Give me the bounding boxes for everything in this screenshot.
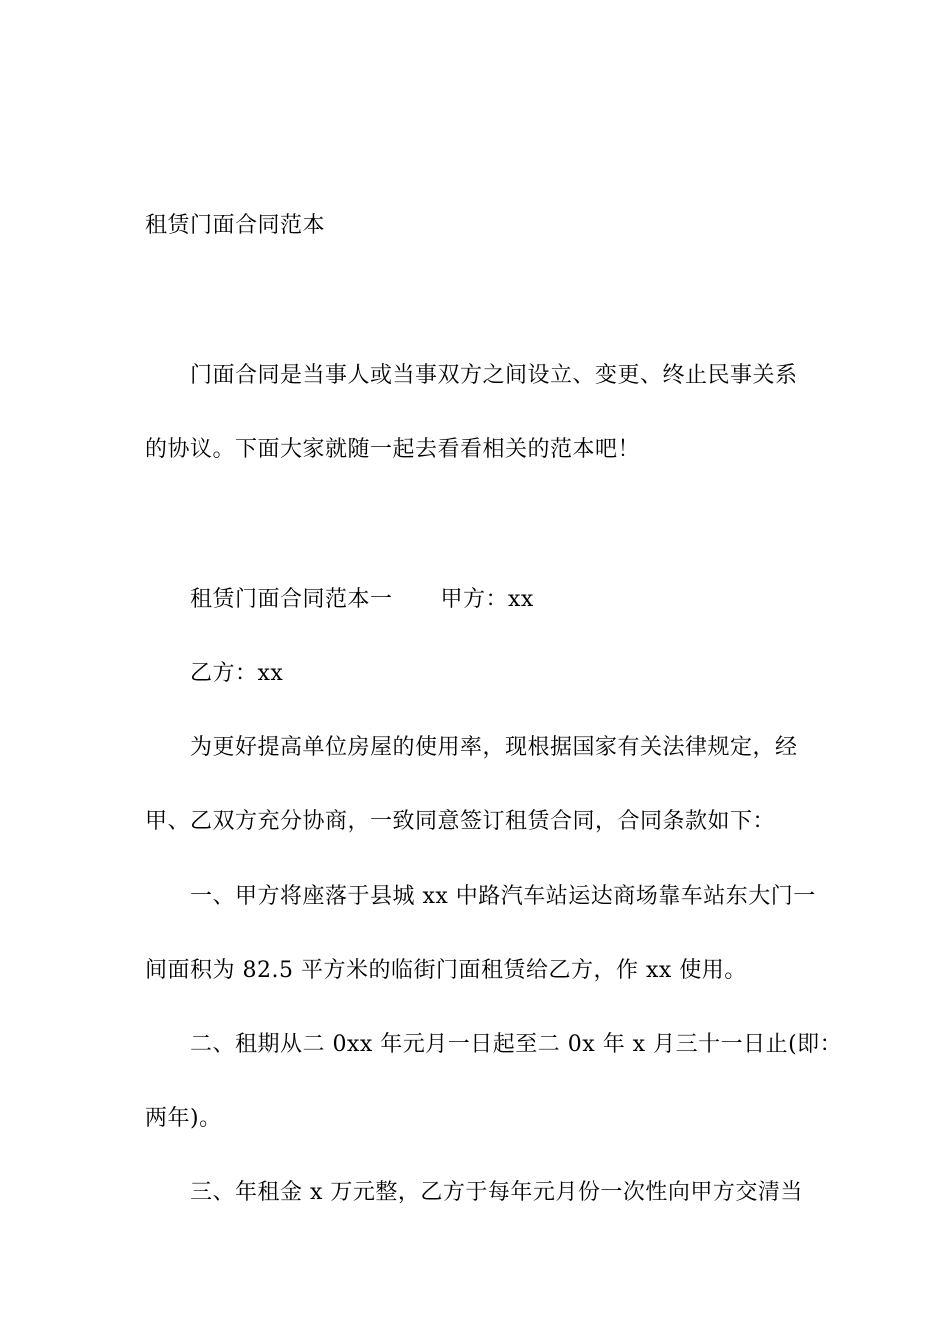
section-heading: 租赁门面合同范本一 [190, 587, 393, 612]
clause-1-line-2: 间面积为 82.5 平方米的临街门面租赁给乙方，作 xx 使用。 [145, 958, 747, 983]
document-title: 租赁门面合同范本 [145, 213, 326, 238]
clause-1-line-1: 一、甲方将座落于县城 xx 中路汽车站运达商场靠车站东大门一 [190, 884, 816, 909]
section-heading-row [190, 585, 534, 615]
intro-line-1: 门面合同是当事人或当事双方之间设立、变更、终止民事关系 [190, 363, 798, 388]
intro-line-2: 的协议。下面大家就随一起去看看相关的范本吧！ [145, 437, 641, 462]
party-a: 甲方：xx [440, 587, 534, 612]
preamble-line-1: 为更好提高单位房屋的使用率，现根据国家有关法律规定，经 [190, 735, 798, 760]
preamble-line-2: 甲、乙双方充分协商，一致同意签订租赁合同，合同条款如下： [145, 809, 776, 834]
clause-3-line-1: 三、年租金 x 万元整，乙方于每年元月份一次性向甲方交清当 [190, 1180, 803, 1205]
clause-2-line-2: 两年)。 [145, 1106, 222, 1131]
party-b: 乙方：xx [190, 661, 284, 686]
clause-2-line-1: 二、租期从二 0xx 年元月一日起至二 0x 年 x 月三十一日止(即： [190, 1032, 843, 1057]
